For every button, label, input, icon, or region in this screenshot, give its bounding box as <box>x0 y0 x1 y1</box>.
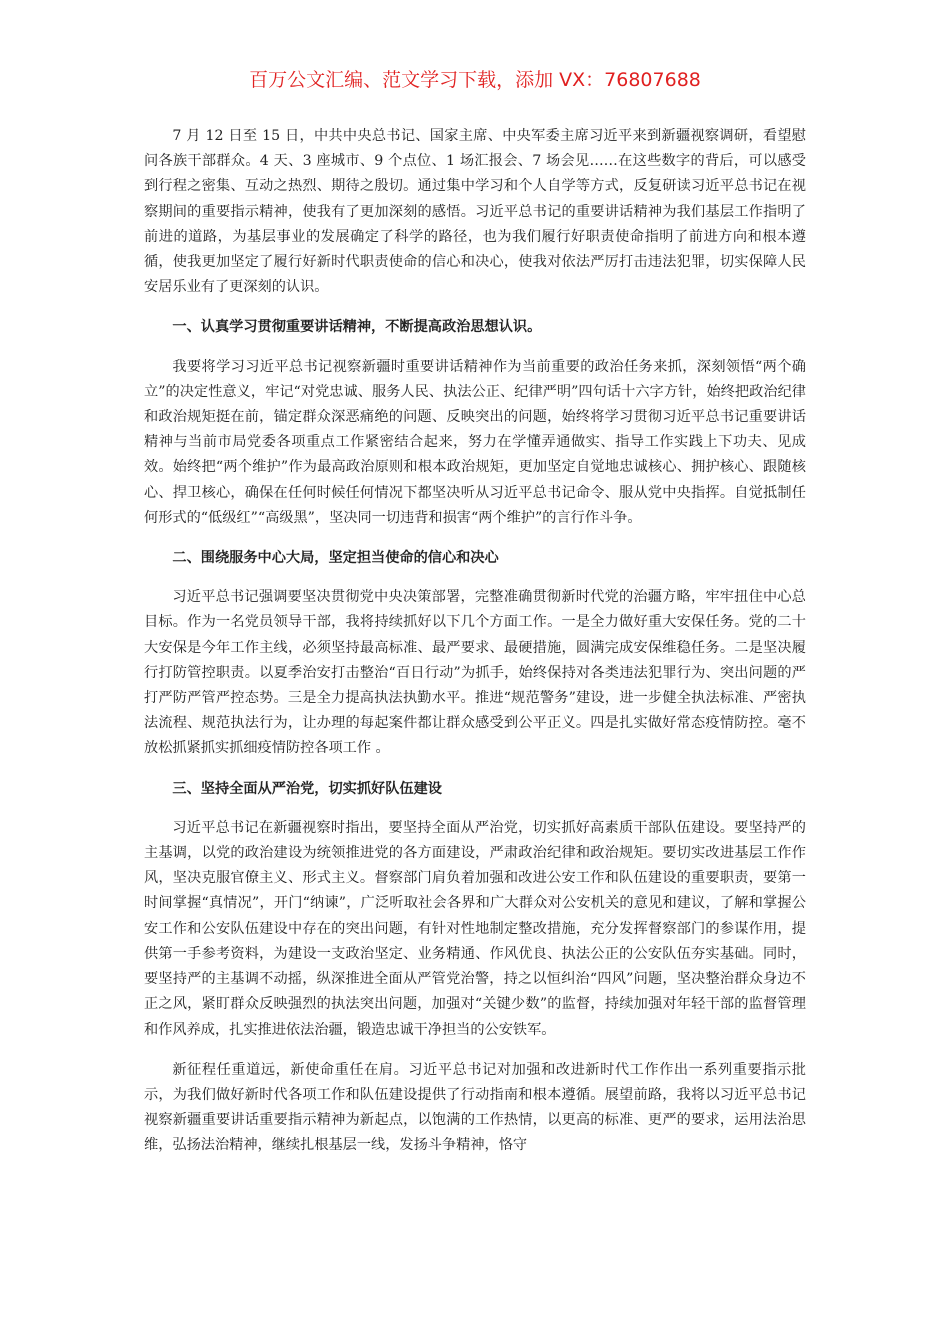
spacer <box>144 571 806 585</box>
section-2-paragraph: 习近平总书记强调要坚决贯彻党中央决策部署，完整准确贯彻新时代党的治疆方略，牢牢扭住中心总目标。作为一名党员领导干部，我将持续抓好以下几个方面工作。一是全力做好重大安保任务。党的二十大安保是今年工作主线，必须坚持最高标准、最严要求、最硬措施，圆满完成安保维稳任务。二是坚决履行打防管控职责。以夏季治安打击整治“百日行动”为抓手，始终保持对各类违法犯罪行为、突出问题的严打严防严管严控态势。三是全力提高执法执勤水平。推进“规范警务”建设，进一步健全执法标准、严密执法流程、规范执法行为，让办理的每起案件都让群众感受到公平正义。四是扎实做好常态疫情防控。毫不放松抓紧抓实抓细疫情防控各项工作 。 <box>144 589 806 757</box>
section-1-paragraph: 我要将学习习近平总书记视察新疆时重要讲话精神作为当前重要的政治任务来抓，深刻领悟“两个确立”的决定性意义，牢记“对党忠诚、服务人民、执法公正、纪律严明”四句话十六字方针，始终把政治纪律和政治规矩挺在前，锚定群众深恶痛绝的问题、反映突出的问题，始终将学习贯彻习近平总书记重要讲话精神与当前市局党委各项重点工作紧密结合起来，努力在学懂弄通做实、指导工作实践上下功夫、见成效。始终把“两个维护”作为最高政治原则和根本政治规矩，更加坚定自觉地忠诚核心、拥护核心、跟随核心、捍卫核心，确保在任何时候任何情况下都坚决听从习近平总书记命令、服从党中央指挥。自觉抵制任何形式的“低级红”“高级黑”，坚决同一切违背和损害“两个维护”的言行作斗争。 <box>144 358 806 526</box>
spacer <box>144 762 806 777</box>
section-2-heading: 二、围绕服务中心大局，坚定担当使命的信心和决心 <box>172 550 499 567</box>
spacer <box>144 531 806 546</box>
spacer <box>144 300 806 315</box>
section-3-paragraph: 习近平总书记在新疆视察时指出，要坚持全面从严治党，切实抓好高素质干部队伍建设。要坚持严的主基调，以党的政治建设为统领推进党的各方面建设，严肃政治纪律和政治规矩。要切实改进基层工作作风，坚决克服官僚主义、形式主义。督察部门肩负着加强和改进公安工作和队伍建设的重要职责，要第一时间掌握“真情况”，开门“纳谏”，广泛听取社会各界和广大群众对公安机关的意见和建议，了解和掌握公安工作和公安队伍建设中存在的突出问题，有针对性地制定整改措施，充分发挥督察部门的参谋作用，提供第一手参考资料，为建设一支政治坚定、业务精通、作风优良、执法公正的公安队伍夯实基础。同时，要坚持严的主基调不动摇，纵深推进全面从严管党治警，持之以恒纠治“四风”问题，坚决整治群众身边不正之风，紧盯群众反映强烈的执法突出问题，加强对“关键少数”的监督，持续加强对年轻干部的监督管理和作风养成，扎实推进依法治疆，锻造忠诚干净担当的公安铁军。 <box>144 819 806 1038</box>
document-body <box>144 124 806 1159</box>
promo-banner: 百万公文汇编、范文学习下载，添加 VX：76807688 <box>249 69 701 91</box>
intro-paragraph: 7 月 12 日至 15 日，中共中央总书记、国家主席、中央军委主席习近平来到新疆视察调研，看望慰问各族干部群众。4 天、3 座城市、9 个点位、1 场汇报会、7 场会见……在这些数字的背后，可以感受到行程之密集、互动之热烈、期待之殷切。通过集中学习和个人自学等方式，反复研读习近平总书记在视察期间的重要指示精神，使我有了更加深刻的感悟。习近平总书记的重要讲话精神为我们基层工作指明了前进的道路，为基层事业的发展确定了科学的路径，也为我们履行好职责使命指明了前进方向和根本遵循，使我更加坚定了履行好新时代职责使命的信心和决心，使我对依法严厉打击违法犯罪，切实保障人民安居乐业有了更深刻的认识。 <box>144 128 806 296</box>
spacer <box>144 1043 806 1058</box>
section-1-heading: 一、认真学习贯彻重要讲话精神，不断提高政治思想认识。 <box>172 319 542 336</box>
spacer <box>144 341 806 355</box>
conclusion-paragraph: 新征程任重道远，新使命重任在肩。习近平总书记对加强和改进新时代工作作出一系列重要指示批示，为我们做好新时代各项工作和队伍建设提供了行动指南和根本遵循。展望前路，我将以习近平总书记视察新疆重要讲话重要指示精神为新起点，以饱满的工作热情，以更高的标准、更严的要求，运用法治思维，弘扬法治精神，继续扎根基层一线，发扬斗争精神，恪守 <box>144 1061 806 1154</box>
section-3-heading: 三、坚持全面从严治党，切实抓好队伍建设 <box>172 780 442 797</box>
spacer <box>144 802 806 816</box>
